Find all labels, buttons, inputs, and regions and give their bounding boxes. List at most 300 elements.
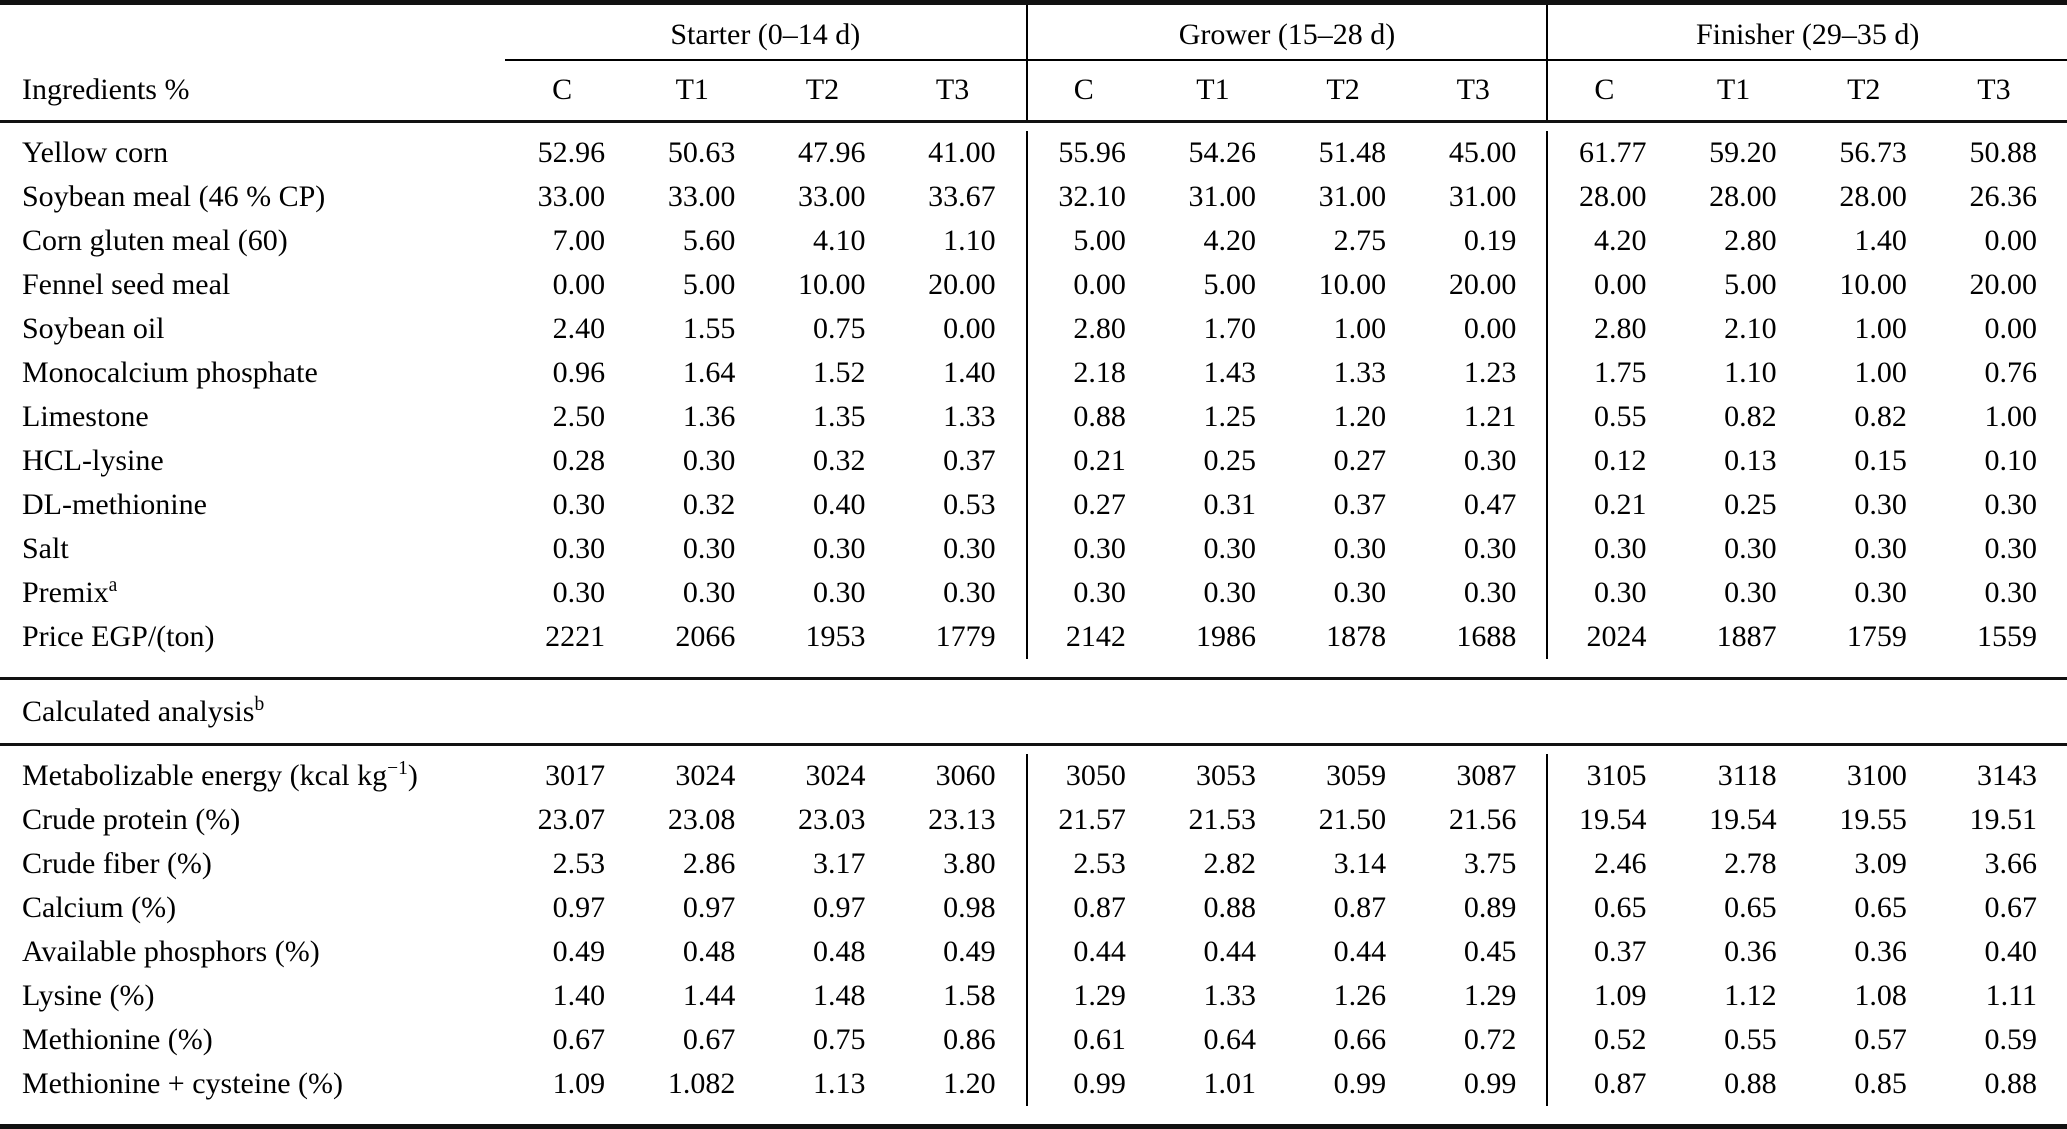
value-cell: 0.99 [1463, 1067, 1517, 1100]
value-cell: 5.60 [682, 224, 736, 257]
table-row [0, 1062, 2067, 1106]
value-cell: 1.33 [943, 400, 996, 433]
value-cell: 0.30 [813, 532, 866, 565]
value-cell: 2142 [1026, 615, 1156, 659]
group-header-spacer [0, 5, 505, 61]
value-cell: 19.54 [1546, 798, 1676, 842]
value-cell: 3024 [805, 759, 866, 792]
value-cell: 0.36 [1854, 935, 1907, 968]
row-label: Metabolizable energy (kcal $kg^{-1}$) [22, 758, 418, 792]
value-cell: 0.66 [1333, 1023, 1387, 1056]
value-cell: 1.29 [1463, 979, 1517, 1012]
value-cell: 0.27 [1026, 483, 1156, 527]
value-cell: 3059 [1326, 759, 1387, 792]
value-cell: 0.30 [1203, 576, 1256, 609]
value-cell: 2.78 [1724, 847, 1777, 880]
value-cell: 0.75 [813, 1023, 866, 1056]
value-cell: 1.26 [1333, 979, 1387, 1012]
value-cell: 23.13 [928, 803, 996, 836]
value-cell: 0.85 [1854, 1067, 1907, 1100]
value-cell: 1.48 [813, 979, 866, 1012]
value-cell: 1.75 [1546, 351, 1676, 395]
value-cell: 0.65 [1724, 891, 1777, 924]
row-label: Monocalcium phosphate [22, 356, 318, 389]
value-cell: 1.12 [1724, 979, 1777, 1012]
value-cell: 33.00 [537, 180, 606, 213]
col-header-grower-t1: T1 [1196, 73, 1230, 106]
value-cell: 0.30 [1854, 576, 1907, 609]
row-label: Soybean oil [22, 312, 165, 345]
value-cell: 1.29 [1026, 974, 1156, 1018]
value-cell: 3060 [935, 759, 996, 792]
value-cell: 1.00 [1333, 312, 1387, 345]
value-cell: 0.00 [1026, 263, 1156, 307]
value-cell: 0.44 [1203, 935, 1256, 968]
value-cell: 0.96 [552, 356, 606, 389]
value-cell: 0.27 [1333, 444, 1387, 477]
value-cell: 1.10 [1724, 356, 1777, 389]
value-cell: 0.30 [1984, 576, 2037, 609]
value-cell: 0.00 [1546, 263, 1676, 307]
value-cell: 0.30 [943, 576, 996, 609]
value-cell: 0.67 [682, 1023, 736, 1056]
value-cell: 0.36 [1724, 935, 1777, 968]
value-cell: 0.30 [1463, 444, 1517, 477]
value-cell: 1.33 [1333, 356, 1387, 389]
value-cell: 1.64 [682, 356, 736, 389]
value-cell: 0.30 [1984, 532, 2037, 565]
row-label: HCL-lysine [22, 444, 164, 477]
value-cell: 0.64 [1203, 1023, 1256, 1056]
value-cell: 5.00 [1026, 219, 1156, 263]
value-cell: 1.00 [1854, 356, 1907, 389]
value-cell: 3087 [1456, 759, 1517, 792]
value-cell: 19.54 [1709, 803, 1777, 836]
value-cell: 0.32 [813, 444, 866, 477]
value-cell: 3.80 [943, 847, 996, 880]
value-cell: 56.73 [1839, 136, 1907, 169]
value-cell: 3.66 [1984, 847, 2037, 880]
value-cell: 0.30 [682, 532, 736, 565]
value-cell: 3053 [1196, 759, 1256, 792]
value-cell: 1.08 [1854, 979, 1907, 1012]
value-cell: 2.75 [1333, 224, 1387, 257]
value-cell: 45.00 [1448, 136, 1517, 169]
value-cell: 0.88 [1724, 1067, 1777, 1100]
value-cell: 1.58 [943, 979, 996, 1012]
value-cell: 0.32 [682, 488, 736, 521]
value-cell: 3100 [1846, 759, 1907, 792]
row-label: Soybean meal (46 % CP) [22, 180, 326, 213]
value-cell: 5.00 [682, 268, 736, 301]
row-label: Corn gluten meal (60) [22, 224, 288, 257]
value-cell: 0.19 [1463, 224, 1517, 257]
value-cell: 1.11 [1985, 979, 2037, 1012]
group-header-finisher: Finisher (29–35 d) [1546, 5, 2067, 61]
value-cell: 1688 [1456, 620, 1517, 653]
value-cell: 0.30 [682, 444, 736, 477]
value-cell: 0.48 [813, 935, 866, 968]
value-cell: 0.76 [1984, 356, 2037, 389]
value-cell: 0.30 [943, 532, 996, 565]
value-cell: 20.00 [1969, 268, 2037, 301]
table-row [0, 219, 2067, 263]
table-row [0, 571, 2067, 615]
value-cell: 19.51 [1969, 803, 2037, 836]
value-cell: 2221 [545, 620, 606, 653]
value-cell: 10.00 [1839, 268, 1907, 301]
value-cell: 1.40 [552, 979, 606, 1012]
value-cell: 10.00 [798, 268, 866, 301]
value-cell: 2.50 [552, 400, 606, 433]
table-row [0, 886, 2067, 930]
value-cell: 0.37 [1546, 930, 1676, 974]
value-cell: 0.12 [1546, 439, 1676, 483]
value-cell: 0.30 [552, 576, 606, 609]
value-cell: 3.75 [1463, 847, 1517, 880]
value-cell: 0.55 [1724, 1023, 1777, 1056]
value-cell: 20.00 [1448, 268, 1517, 301]
value-cell: 0.30 [1724, 576, 1777, 609]
value-cell: 0.21 [1026, 439, 1156, 483]
value-cell: 1.13 [813, 1067, 866, 1100]
value-cell: 0.49 [943, 935, 996, 968]
table-row [0, 131, 2067, 175]
value-cell: 50.63 [667, 136, 736, 169]
value-cell: 59.20 [1709, 136, 1777, 169]
row-label: Salt [22, 532, 69, 565]
group-header-starter: Starter (0–14 d) [505, 5, 1026, 61]
table-row [0, 439, 2067, 483]
col-header-starter-t2: T2 [805, 73, 840, 106]
value-cell: 2024 [1546, 615, 1676, 659]
value-cell: 10.00 [1318, 268, 1387, 301]
value-cell: 0.57 [1854, 1023, 1907, 1056]
value-cell: 2066 [675, 620, 736, 653]
footnote-marker: −1 [387, 758, 408, 779]
ingredients-section [0, 123, 2067, 677]
value-cell: 0.67 [552, 1023, 606, 1056]
value-cell: 1887 [1716, 620, 1777, 653]
row-label: Methionine (%) [22, 1023, 213, 1056]
value-cell: 1.44 [682, 979, 736, 1012]
value-cell: 61.77 [1546, 131, 1676, 175]
value-cell: 5.00 [1203, 268, 1256, 301]
value-cell: 0.00 [1984, 224, 2037, 257]
value-cell: 23.08 [667, 803, 736, 836]
value-cell: 0.88 [1984, 1067, 2037, 1100]
col-header-finisher-t2: T2 [1847, 73, 1881, 106]
value-cell: 1759 [1846, 620, 1907, 653]
section-header-label: Calculated analysis [22, 695, 255, 728]
value-cell: 0.31 [1203, 488, 1256, 521]
value-cell: 1.00 [1854, 312, 1907, 345]
value-cell: 2.82 [1203, 847, 1256, 880]
value-cell: 0.49 [552, 935, 606, 968]
value-cell: 0.30 [1463, 532, 1517, 565]
value-cell: 0.82 [1854, 400, 1907, 433]
value-cell: 0.47 [1463, 488, 1517, 521]
value-cell: 0.25 [1724, 488, 1777, 521]
row-label: Yellow corn [22, 136, 169, 169]
value-cell: 2.86 [682, 847, 736, 880]
value-cell: 1953 [805, 620, 866, 653]
value-cell: 0.30 [1546, 527, 1676, 571]
value-cell: 0.86 [943, 1023, 996, 1056]
col-header-grower-t3: T3 [1456, 73, 1490, 106]
value-cell: 21.56 [1448, 803, 1517, 836]
value-cell: 1.25 [1203, 400, 1256, 433]
value-cell: 1878 [1326, 620, 1387, 653]
table-row [0, 527, 2067, 571]
value-cell: 1.33 [1203, 979, 1256, 1012]
value-cell: 33.00 [667, 180, 736, 213]
value-cell: 0.89 [1463, 891, 1517, 924]
value-cell: 1.09 [552, 1067, 606, 1100]
value-cell: 0.99 [1026, 1062, 1156, 1106]
value-cell: 28.00 [1839, 180, 1907, 213]
row-label: Price EGP/(ton) [22, 620, 215, 653]
value-cell: 5.00 [1724, 268, 1777, 301]
value-cell: 0.87 [1026, 886, 1156, 930]
row-label: Premix$^a$ [22, 575, 118, 609]
value-cell: 0.37 [1333, 488, 1387, 521]
ingredients-column-header: Ingredients % [22, 73, 190, 106]
value-cell: 1.40 [1854, 224, 1907, 257]
value-cell: 3143 [1977, 759, 2037, 792]
value-cell: 2.46 [1546, 842, 1676, 886]
value-cell: 0.37 [943, 444, 996, 477]
value-cell: 0.48 [682, 935, 736, 968]
value-cell: 54.26 [1188, 136, 1256, 169]
value-cell: 0.30 [1026, 571, 1156, 615]
value-cell: 0.65 [1854, 891, 1907, 924]
table-row [0, 1018, 2067, 1062]
calculated-analysis-section-header [0, 680, 2067, 743]
table-row [0, 175, 2067, 219]
value-cell: 0.30 [1854, 488, 1907, 521]
value-cell: 23.03 [798, 803, 866, 836]
value-cell: 0.67 [1984, 891, 2037, 924]
value-cell: 33.00 [798, 180, 866, 213]
value-cell: 50.88 [1969, 136, 2037, 169]
value-cell: 7.00 [552, 224, 606, 257]
value-cell: 0.88 [1026, 395, 1156, 439]
value-cell: 0.44 [1026, 930, 1156, 974]
value-cell: 0.00 [943, 312, 996, 345]
table-row [0, 615, 2067, 659]
value-cell: 2.40 [552, 312, 606, 345]
value-cell: 1.52 [813, 356, 866, 389]
value-cell: 0.72 [1463, 1023, 1517, 1056]
footnote-marker-b: b [254, 694, 265, 715]
value-cell: 0.65 [1546, 886, 1676, 930]
value-cell: 1.082 [667, 1067, 736, 1100]
table-row [0, 974, 2067, 1018]
value-cell: 1.35 [813, 400, 866, 433]
treatment-header-row [0, 61, 2067, 120]
value-cell: 0.75 [813, 312, 866, 345]
table-row [0, 307, 2067, 351]
value-cell: 1986 [1196, 620, 1256, 653]
value-cell: 0.21 [1546, 483, 1676, 527]
row-label: Methionine + cysteine (%) [22, 1067, 343, 1100]
row-label: Crude fiber (%) [22, 847, 212, 880]
value-cell: 0.30 [1203, 532, 1256, 565]
value-cell: 1.09 [1546, 974, 1676, 1018]
value-cell: 0.30 [1724, 532, 1777, 565]
footnote-marker: a [108, 575, 118, 596]
value-cell: 0.61 [1026, 1018, 1156, 1062]
row-label: Fennel seed meal [22, 268, 231, 301]
value-cell: 51.48 [1318, 136, 1387, 169]
value-cell: 1.36 [682, 400, 736, 433]
value-cell: 0.15 [1854, 444, 1907, 477]
row-label: DL-methionine [22, 488, 207, 521]
value-cell: 0.59 [1984, 1023, 2037, 1056]
value-cell: 0.30 [1546, 571, 1676, 615]
value-cell: 3118 [1717, 759, 1777, 792]
value-cell: 0.99 [1333, 1067, 1387, 1100]
value-cell: 0.87 [1546, 1062, 1676, 1106]
value-cell: 31.00 [1188, 180, 1256, 213]
table-row [0, 263, 2067, 307]
value-cell: 0.30 [1026, 527, 1156, 571]
table-row [0, 798, 2067, 842]
value-cell: 1.21 [1463, 400, 1517, 433]
value-cell: 0.82 [1724, 400, 1777, 433]
value-cell: 1559 [1977, 620, 2037, 653]
value-cell: 0.87 [1333, 891, 1387, 924]
value-cell: 26.36 [1969, 180, 2037, 213]
value-cell: 1.20 [943, 1067, 996, 1100]
value-cell: 2.10 [1724, 312, 1777, 345]
value-cell: 0.97 [682, 891, 736, 924]
value-cell: 1.23 [1463, 356, 1517, 389]
value-cell: 3.17 [813, 847, 866, 880]
value-cell: 2.80 [1546, 307, 1676, 351]
value-cell: 0.00 [1463, 312, 1517, 345]
value-cell: 0.00 [552, 268, 606, 301]
value-cell: 28.00 [1546, 175, 1676, 219]
value-cell: 0.55 [1546, 395, 1676, 439]
value-cell: 0.00 [1984, 312, 2037, 345]
value-cell: 0.30 [1463, 576, 1517, 609]
value-cell: 0.97 [813, 891, 866, 924]
value-cell: 0.30 [1333, 532, 1387, 565]
calculated-analysis-section [0, 746, 2067, 1124]
value-cell: 32.10 [1026, 175, 1156, 219]
value-cell: 31.00 [1448, 180, 1517, 213]
value-cell: 0.40 [813, 488, 866, 521]
col-header-starter-c: C [552, 73, 573, 106]
value-cell: 21.57 [1026, 798, 1156, 842]
table-row [0, 351, 2067, 395]
value-cell: 52.96 [537, 136, 606, 169]
value-cell: 4.20 [1546, 219, 1676, 263]
value-cell: 2.80 [1724, 224, 1777, 257]
value-cell: 55.96 [1026, 131, 1156, 175]
phase-group-header-row [0, 5, 2067, 61]
value-cell: 3050 [1026, 754, 1156, 798]
value-cell: 3017 [545, 759, 606, 792]
table-row [0, 842, 2067, 886]
value-cell: 1.00 [1984, 400, 2037, 433]
value-cell: 0.30 [1984, 488, 2037, 521]
value-cell: 0.30 [1333, 576, 1387, 609]
row-label: Lysine (%) [22, 979, 155, 1012]
value-cell: 1.40 [943, 356, 996, 389]
col-header-starter-t3: T3 [935, 73, 970, 106]
value-cell: 4.20 [1203, 224, 1256, 257]
value-cell: 4.10 [813, 224, 866, 257]
value-cell: 21.53 [1188, 803, 1256, 836]
table-bottom-rule [0, 1124, 2067, 1129]
value-cell: 1779 [935, 620, 996, 653]
value-cell: 2.80 [1026, 307, 1156, 351]
value-cell: 0.88 [1203, 891, 1256, 924]
value-cell: 0.53 [943, 488, 996, 521]
value-cell: 21.50 [1318, 803, 1387, 836]
value-cell: 1.43 [1203, 356, 1256, 389]
value-cell: 0.10 [1984, 444, 2037, 477]
value-cell: 1.55 [682, 312, 736, 345]
table-row [0, 483, 2067, 527]
value-cell: 28.00 [1709, 180, 1777, 213]
row-label: Calcium (%) [22, 891, 177, 924]
col-header-grower-c: C [1026, 61, 1156, 120]
value-cell: 1.70 [1203, 312, 1256, 345]
value-cell: 0.30 [552, 488, 606, 521]
value-cell: 33.67 [928, 180, 996, 213]
col-header-grower-t2: T2 [1326, 73, 1360, 106]
value-cell: 1.10 [943, 224, 996, 257]
value-cell: 0.28 [552, 444, 606, 477]
value-cell: 3105 [1546, 754, 1676, 798]
value-cell: 41.00 [928, 136, 996, 169]
col-header-finisher-c: C [1546, 61, 1676, 120]
value-cell: 0.30 [1854, 532, 1907, 565]
value-cell: 0.97 [552, 891, 606, 924]
value-cell: 2.18 [1026, 351, 1156, 395]
value-cell: 0.44 [1333, 935, 1387, 968]
value-cell: 3.14 [1333, 847, 1387, 880]
value-cell: 31.00 [1318, 180, 1387, 213]
value-cell: 20.00 [928, 268, 996, 301]
table-row [0, 930, 2067, 974]
value-cell: 0.52 [1546, 1018, 1676, 1062]
value-cell: 0.45 [1463, 935, 1517, 968]
row-label: Crude protein (%) [22, 803, 241, 836]
value-cell: 0.30 [552, 532, 606, 565]
value-cell: 0.98 [943, 891, 996, 924]
value-cell: 0.30 [682, 576, 736, 609]
value-cell: 0.30 [813, 576, 866, 609]
col-header-starter-t1: T1 [675, 73, 709, 106]
value-cell: 23.07 [537, 803, 606, 836]
value-cell: 1.01 [1203, 1067, 1256, 1100]
value-cell: 47.96 [798, 136, 866, 169]
col-header-finisher-t3: T3 [1977, 73, 2011, 106]
value-cell: 1.20 [1333, 400, 1387, 433]
value-cell: 2.53 [1026, 842, 1156, 886]
value-cell: 0.40 [1984, 935, 2037, 968]
value-cell: 3024 [675, 759, 736, 792]
row-label: Available phosphors (%) [22, 935, 320, 968]
value-cell: 3.09 [1854, 847, 1907, 880]
row-label: Limestone [22, 400, 149, 433]
table-row [0, 395, 2067, 439]
